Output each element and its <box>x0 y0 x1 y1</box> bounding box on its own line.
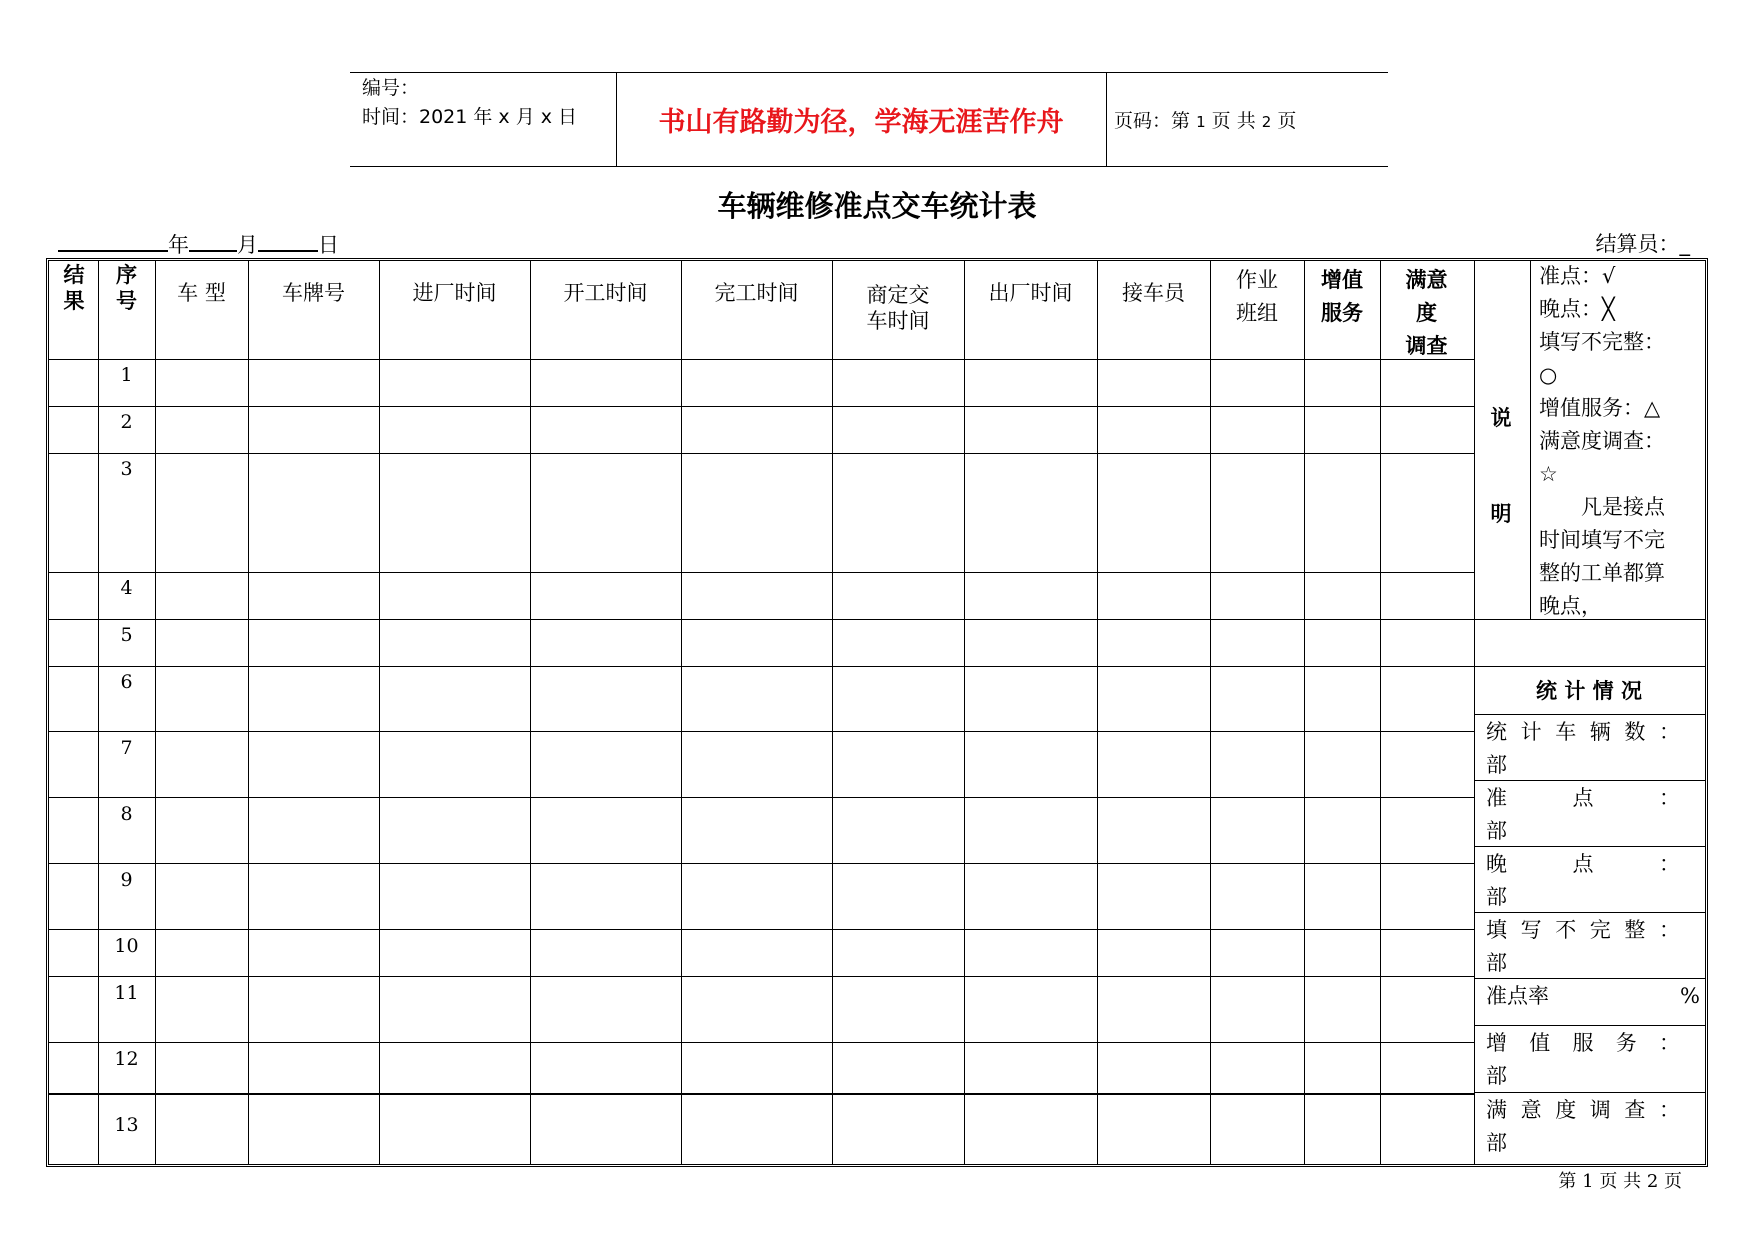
stat-char: 度 <box>1555 1098 1577 1122</box>
row-number: 11 <box>114 982 139 1004</box>
row-divider <box>48 572 1474 573</box>
legend-label: 说 明 <box>1490 406 1512 526</box>
col-finish-time: 完工时间 <box>714 281 799 305</box>
col-divider <box>1304 260 1305 1165</box>
stat-incomplete: 填 写 不 完 整 ： 部 <box>1486 914 1680 980</box>
stat-ontime-rate: 准点率 % <box>1486 984 1700 1008</box>
month-blank[interactable] <box>189 228 237 252</box>
stat-char: ： <box>1659 852 1680 876</box>
stat-char: 务 <box>1615 1031 1637 1055</box>
clerk-label: 结算员：_ <box>1595 232 1690 256</box>
legend-divider <box>1530 260 1531 619</box>
stat-char: ： <box>1658 918 1680 942</box>
row-number: 6 <box>120 671 133 693</box>
col-team: 作业 班组 <box>1236 268 1278 325</box>
col-divider <box>1097 260 1098 1165</box>
stat-char: ： <box>1658 720 1680 744</box>
legend-notes: 准点：√ 晚点：╳ 填写不完整： ○ 增值服务：△ 满意度调查： ☆ 凡是接点 时间填写不完 整的工单都算 晚点， <box>1539 264 1665 618</box>
row-divider <box>48 863 1474 864</box>
header-divider-right <box>1106 72 1107 166</box>
stat-char: 值 <box>1529 1031 1551 1055</box>
row-divider <box>48 797 1474 798</box>
col-divider <box>379 260 380 1165</box>
header-page-number: 页码：第 1 页 共 2 页 <box>1114 110 1297 132</box>
row-number: 4 <box>120 577 133 599</box>
stat-char: 意 <box>1520 1098 1542 1122</box>
col-receiver: 接车员 <box>1122 281 1185 305</box>
panel-divider <box>1474 666 1706 667</box>
stat-char: 写 <box>1520 918 1542 942</box>
row-number: 13 <box>114 1114 139 1136</box>
col-divider <box>248 260 249 1165</box>
date-line: 年 月 日 <box>58 228 339 259</box>
stats-title: 统 计 情 况 <box>1536 678 1642 703</box>
row-number: 10 <box>114 935 139 957</box>
col-result: 结 果 <box>63 263 85 313</box>
col-start-time: 开工时间 <box>563 281 648 305</box>
stat-satisfaction: 满 意 度 调 查 ： 部 <box>1486 1094 1680 1160</box>
day-blank[interactable] <box>258 228 318 252</box>
stat-char: 调 <box>1589 1098 1611 1122</box>
header-motto <box>616 100 1106 139</box>
stat-char: 增 <box>1486 1031 1507 1055</box>
col-satisfaction: 满意 度 调查 <box>1405 268 1448 358</box>
row-number: 8 <box>120 803 133 825</box>
stat-char: 统 <box>1486 720 1507 744</box>
col-plate: 车牌号 <box>282 281 345 305</box>
row-divider <box>48 976 1474 977</box>
row-divider <box>48 619 1474 620</box>
stat-char: 整 <box>1624 918 1646 942</box>
panel-divider <box>1474 1025 1706 1026</box>
row-divider <box>48 1042 1474 1043</box>
row-divider <box>48 666 1474 667</box>
stat-late: 晚 点 ： 部 <box>1486 848 1680 914</box>
col-divider <box>98 260 99 1165</box>
stat-char: 满 <box>1486 1098 1507 1122</box>
stat-char: ： <box>1658 1098 1680 1122</box>
row-divider <box>48 929 1474 930</box>
row-number: 12 <box>114 1048 139 1070</box>
panel-divider <box>1474 714 1706 715</box>
row-number: 7 <box>120 737 133 759</box>
col-model: 车 型 <box>177 281 226 305</box>
stat-char: 查 <box>1624 1098 1646 1122</box>
col-divider <box>964 260 965 1165</box>
row-number: 5 <box>120 624 133 646</box>
stat-char: 点 <box>1572 852 1594 876</box>
page-title: 车辆维修准点交车统计表 <box>717 189 1037 223</box>
row-divider <box>48 359 1474 360</box>
col-divider <box>832 260 833 1165</box>
col-divider <box>1210 260 1211 1165</box>
col-seq: 序 号 <box>116 263 137 313</box>
row-number: 1 <box>120 364 133 386</box>
col-agreed-time: 商定交 车时间 <box>866 283 930 333</box>
doc-number-label: 编号： <box>362 77 420 99</box>
row-divider <box>48 731 1474 732</box>
col-divider <box>681 260 682 1165</box>
stat-char: 填 <box>1486 918 1507 942</box>
motto-text: 书山有路勤为径，学海无涯苦作舟 <box>658 107 1064 138</box>
header-top-rule <box>350 72 1388 73</box>
col-out-time: 出厂时间 <box>988 281 1073 305</box>
stat-char: ： <box>1659 786 1680 810</box>
stat-char: 准 <box>1486 786 1507 810</box>
row-divider-strong <box>48 1093 1474 1095</box>
stat-char: ： <box>1659 1031 1680 1055</box>
year-blank[interactable] <box>58 228 168 252</box>
stat-char: 车 <box>1555 720 1577 744</box>
row-number: 3 <box>120 458 133 480</box>
col-value-added: 增值 服务 <box>1321 268 1363 325</box>
footer-page-number: 第 1 页 共 2 页 <box>1558 1171 1682 1192</box>
col-in-time: 进厂时间 <box>412 281 497 305</box>
col-divider <box>155 260 156 1165</box>
row-number: 9 <box>120 869 133 891</box>
stat-vehicles: 统 计 车 辆 数 ： 部 <box>1486 716 1680 782</box>
stat-char: 计 <box>1520 720 1542 744</box>
header-left <box>362 74 577 132</box>
stat-char: 不 <box>1555 918 1577 942</box>
stat-char: 晚 <box>1486 852 1507 876</box>
stat-char: 服 <box>1572 1031 1594 1055</box>
col-divider <box>530 260 531 1165</box>
stat-char: 辆 <box>1589 720 1611 744</box>
stats-table-frame <box>46 258 1708 1167</box>
row-divider <box>48 406 1474 407</box>
doc-time-label: 时间：2021 年 x 月 x 日 <box>362 106 578 128</box>
header-bottom-rule <box>350 166 1388 167</box>
stat-ontime: 准 点 ： 部 <box>1486 782 1680 848</box>
stat-value-added: 增 值 服 务 ： 部 <box>1486 1027 1680 1093</box>
stat-char: 数 <box>1624 720 1646 744</box>
stat-char: 点 <box>1572 786 1594 810</box>
stat-char: 完 <box>1589 918 1611 942</box>
col-divider <box>1380 260 1381 1165</box>
row-divider <box>48 453 1474 454</box>
row-number: 2 <box>120 411 133 433</box>
